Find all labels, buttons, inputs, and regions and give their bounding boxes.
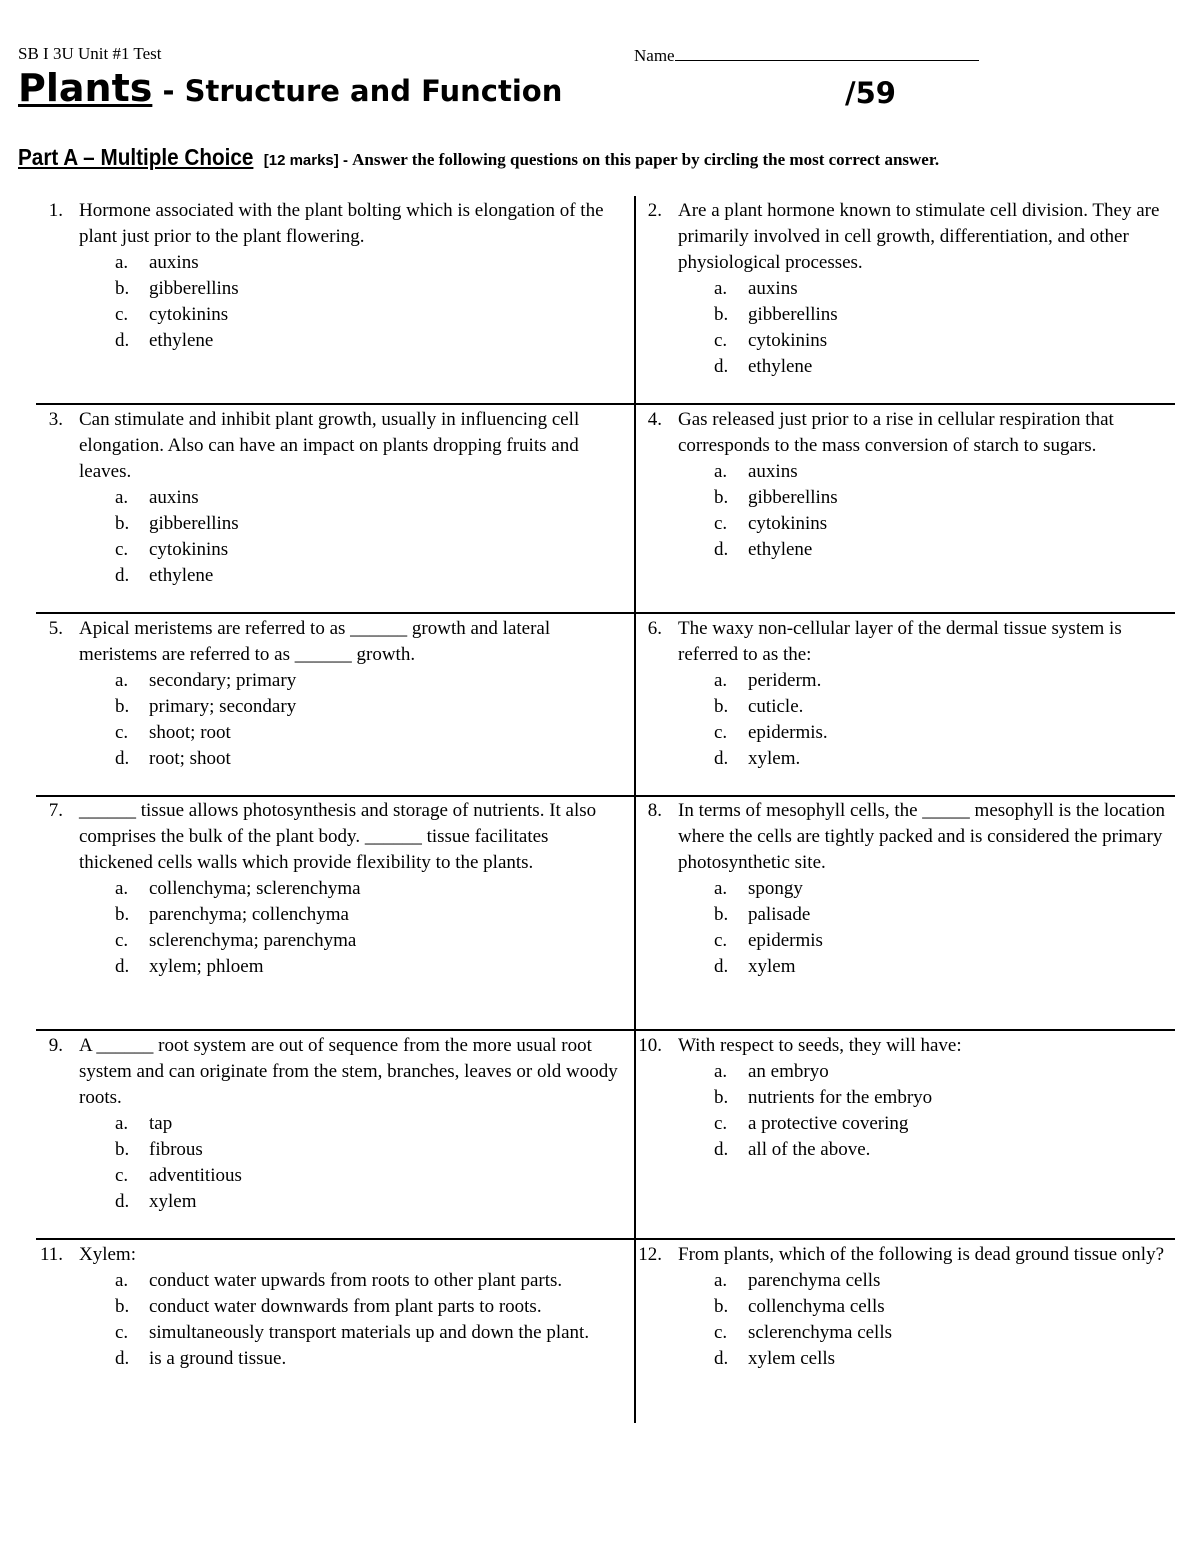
option-letter: a. [714,461,728,482]
option-letter: d. [115,330,130,351]
option-letter: a. [714,670,728,691]
answer-option[interactable] [678,328,1172,354]
option-letter: b. [115,278,130,299]
answer-option[interactable] [678,694,1172,720]
question-number: 8. [647,800,662,821]
answer-option[interactable] [79,876,623,902]
option-text: auxins [149,487,199,508]
option-letter: d. [115,1348,130,1369]
question-text: Are a plant hormone known to stimulate cell division. They are primarily involved in cell growth, differentiation, and other physiological processes. [678,200,1160,273]
part-a-instruction: Answer the following questions on this paper by circling the most correct answer. [352,150,940,169]
option-letter: b. [714,1296,729,1317]
answer-option[interactable] [678,1294,1172,1320]
option-text: sclerenchyma cells [748,1322,893,1343]
answer-option[interactable] [79,276,623,302]
option-letter: d. [714,539,729,560]
option-text: secondary; primary [149,670,297,691]
question-number: 10. [638,1035,662,1056]
option-letter: d. [714,956,729,977]
option-text: gibberellins [149,278,239,299]
option-text: gibberellins [748,487,838,508]
question-8 [632,798,1172,980]
answer-option[interactable] [79,328,623,354]
question-number: 2. [647,200,662,221]
answer-option[interactable] [79,746,623,772]
option-letter: b. [714,696,729,717]
option-text: parenchyma; collenchyma [149,904,349,925]
answer-option[interactable] [79,694,623,720]
option-text: all of the above. [748,1139,871,1160]
answer-option[interactable] [79,1189,623,1215]
question-9 [33,1033,623,1215]
option-letter: c. [115,930,129,951]
answer-option[interactable] [678,276,1172,302]
question-number: 12. [638,1244,662,1265]
answer-option[interactable] [678,354,1172,380]
option-text: auxins [748,461,798,482]
question-7 [33,798,623,980]
answer-option[interactable] [678,537,1172,563]
answer-option[interactable] [79,954,623,980]
question-number: 9. [48,1035,63,1056]
option-letter: a. [115,487,129,508]
option-text: shoot; root [149,722,231,743]
question-10 [632,1033,1172,1163]
question-number: 6. [647,618,662,639]
question-text: A ______ root system are out of sequence from the more usual root system and can originate from the stem, branches, leaves or old woody roots. [79,1035,618,1108]
answer-option[interactable] [79,1163,623,1189]
question-3 [33,407,623,589]
option-letter: c. [714,930,728,951]
option-text: palisade [748,904,811,925]
question-text: Xylem: [79,1244,136,1265]
answer-option[interactable] [79,1111,623,1137]
question-text: From plants, which of the following is dead ground tissue only? [678,1244,1165,1265]
part-a-title: Part A – Multiple Choice [18,144,254,170]
answer-option[interactable] [678,1059,1172,1085]
option-letter: c. [714,1322,728,1343]
option-letter: d. [115,956,130,977]
option-letter: c. [714,330,728,351]
option-text: periderm. [748,670,822,691]
option-letter: a. [115,1113,129,1134]
option-letter: b. [115,1139,130,1160]
question-number: 1. [48,200,63,221]
option-text: ethylene [149,565,214,586]
name-line [675,44,979,61]
question-text: ______ tissue allows photosynthesis and storage of nutrients. It also comprises the bulk of the plant body. ______ tissue facilitates thickened cells walls which provide flexibility to the plants. [79,800,597,873]
option-text: gibberellins [149,513,239,534]
question-4 [632,407,1172,563]
answer-option[interactable] [79,485,623,511]
option-letter: c. [115,539,129,560]
answer-option[interactable] [678,1137,1172,1163]
page-title [18,66,562,110]
answer-option[interactable] [678,1111,1172,1137]
option-letter: b. [714,904,729,925]
question-text: Apical meristems are referred to as ______ growth and lateral meristems are referred to as ______ growth. [79,618,551,665]
row-divider [36,1029,1175,1031]
option-text: spongy [748,878,803,899]
option-text: an embryo [748,1061,829,1082]
option-text: adventitious [149,1165,242,1186]
option-letter: d. [115,1191,130,1212]
option-text: conduct water upwards from roots to other plant parts. [149,1270,563,1291]
question-text: In terms of mesophyll cells, the _____ mesophyll is the location where the cells are tightly packed and is considered the primary photosynthetic site. [678,800,1166,873]
option-letter: d. [115,565,130,586]
answer-option[interactable] [678,720,1172,746]
option-text: xylem cells [748,1348,836,1369]
question-5 [33,616,623,772]
option-letter: b. [115,696,130,717]
option-text: ethylene [149,330,214,351]
row-divider [36,795,1175,797]
option-letter: a. [714,1270,728,1291]
question-number: 7. [48,800,63,821]
answer-option[interactable] [678,902,1172,928]
answer-option[interactable] [79,668,623,694]
answer-option[interactable] [79,563,623,589]
option-letter: d. [714,1348,729,1369]
option-text: conduct water downwards from plant parts to roots. [149,1296,542,1317]
row-divider [36,1238,1175,1240]
option-text: sclerenchyma; parenchyma [149,930,357,951]
option-text: cytokinins [748,330,828,351]
answer-option[interactable] [678,1346,1172,1372]
question-number: 11. [39,1244,63,1265]
option-text: ethylene [748,356,813,377]
question-12 [632,1242,1172,1372]
option-letter: c. [714,722,728,743]
option-letter: b. [714,487,729,508]
answer-option[interactable] [678,302,1172,328]
question-number: 4. [647,409,662,430]
option-letter: c. [115,722,129,743]
answer-option[interactable] [79,1346,623,1372]
question-number: 3. [48,409,63,430]
option-letter: c. [115,1322,129,1343]
option-text: xylem. [748,748,801,769]
option-text: xylem [149,1191,197,1212]
option-text: root; shoot [149,748,231,769]
question-text: Gas released just prior to a rise in cellular respiration that corresponds to the mass conversion of starch to sugars. [678,409,1114,456]
answer-option[interactable] [79,1320,623,1346]
option-text: cuticle. [748,696,804,717]
option-text: xylem [748,956,796,977]
option-letter: a. [714,1061,728,1082]
part-a-heading [18,144,939,171]
option-text: auxins [149,252,199,273]
answer-option[interactable] [678,954,1172,980]
part-a-marks: [12 marks] - [259,152,353,169]
option-text: xylem; phloem [149,956,264,977]
option-text: auxins [748,278,798,299]
option-text: collenchyma cells [748,1296,885,1317]
option-text: fibrous [149,1139,203,1160]
answer-option[interactable] [678,511,1172,537]
option-letter: a. [714,878,728,899]
title-sub: - Structure and Function [152,74,563,108]
row-divider [36,403,1175,405]
question-11 [33,1242,623,1372]
answer-option[interactable] [678,668,1172,694]
answer-option[interactable] [678,876,1172,902]
option-letter: a. [115,878,129,899]
option-text: simultaneously transport materials up and down the plant. [149,1322,590,1343]
row-divider [36,612,1175,614]
option-letter: c. [115,304,129,325]
option-letter: b. [115,513,130,534]
answer-option[interactable] [678,485,1172,511]
answer-option[interactable] [79,720,623,746]
total-score: /59 [845,76,896,110]
option-letter: b. [714,1087,729,1108]
answer-option[interactable] [79,537,623,563]
option-text: tap [149,1113,173,1134]
option-letter: c. [115,1165,129,1186]
answer-option[interactable] [678,1268,1172,1294]
answer-option[interactable] [678,1085,1172,1111]
answer-option[interactable] [678,928,1172,954]
answer-option[interactable] [79,902,623,928]
option-text: a protective covering [748,1113,909,1134]
course-code: SB I 3U Unit #1 Test [18,44,162,63]
title-main: Plants [18,66,153,110]
option-letter: b. [115,904,130,925]
option-text: ethylene [748,539,813,560]
option-text: primary; secondary [149,696,297,717]
question-number: 5. [48,618,63,639]
question-text: The waxy non-cellular layer of the dermal tissue system is referred to as the: [678,618,1122,665]
answer-option[interactable] [678,459,1172,485]
option-text: gibberellins [748,304,838,325]
option-text: epidermis. [748,722,828,743]
option-letter: d. [714,1139,729,1160]
answer-option[interactable] [79,302,623,328]
answer-option[interactable] [79,511,623,537]
name-field[interactable] [634,44,979,66]
option-letter: b. [115,1296,130,1317]
question-text: Hormone associated with the plant bolting which is elongation of the plant just prior to the plant flowering. [79,200,604,247]
question-2 [632,198,1172,380]
option-letter: a. [115,1270,129,1291]
option-text: cytokinins [149,304,229,325]
option-letter: b. [714,304,729,325]
answer-option[interactable] [79,1137,623,1163]
option-text: nutrients for the embryo [748,1087,933,1108]
option-letter: c. [714,1113,728,1134]
option-text: is a ground tissue. [149,1348,287,1369]
option-text: epidermis [748,930,823,951]
name-label: Name [634,46,675,65]
answer-option[interactable] [678,1320,1172,1346]
answer-option[interactable] [678,746,1172,772]
option-text: cytokinins [748,513,828,534]
option-letter: a. [115,670,129,691]
question-text: With respect to seeds, they will have: [678,1035,962,1056]
option-letter: d. [714,748,729,769]
answer-option[interactable] [79,928,623,954]
option-letter: d. [115,748,130,769]
option-letter: c. [714,513,728,534]
option-text: collenchyma; sclerenchyma [149,878,361,899]
question-1 [33,198,623,354]
question-text: Can stimulate and inhibit plant growth, usually in influencing cell elongation. Also can have an impact on plants dropping fruits and leaves. [79,409,580,482]
option-letter: a. [115,252,129,273]
answer-option[interactable] [79,250,623,276]
option-text: cytokinins [149,539,229,560]
option-text: parenchyma cells [748,1270,881,1291]
option-letter: a. [714,278,728,299]
option-letter: d. [714,356,729,377]
answer-option[interactable] [79,1294,623,1320]
question-6 [632,616,1172,772]
answer-option[interactable] [79,1268,623,1294]
